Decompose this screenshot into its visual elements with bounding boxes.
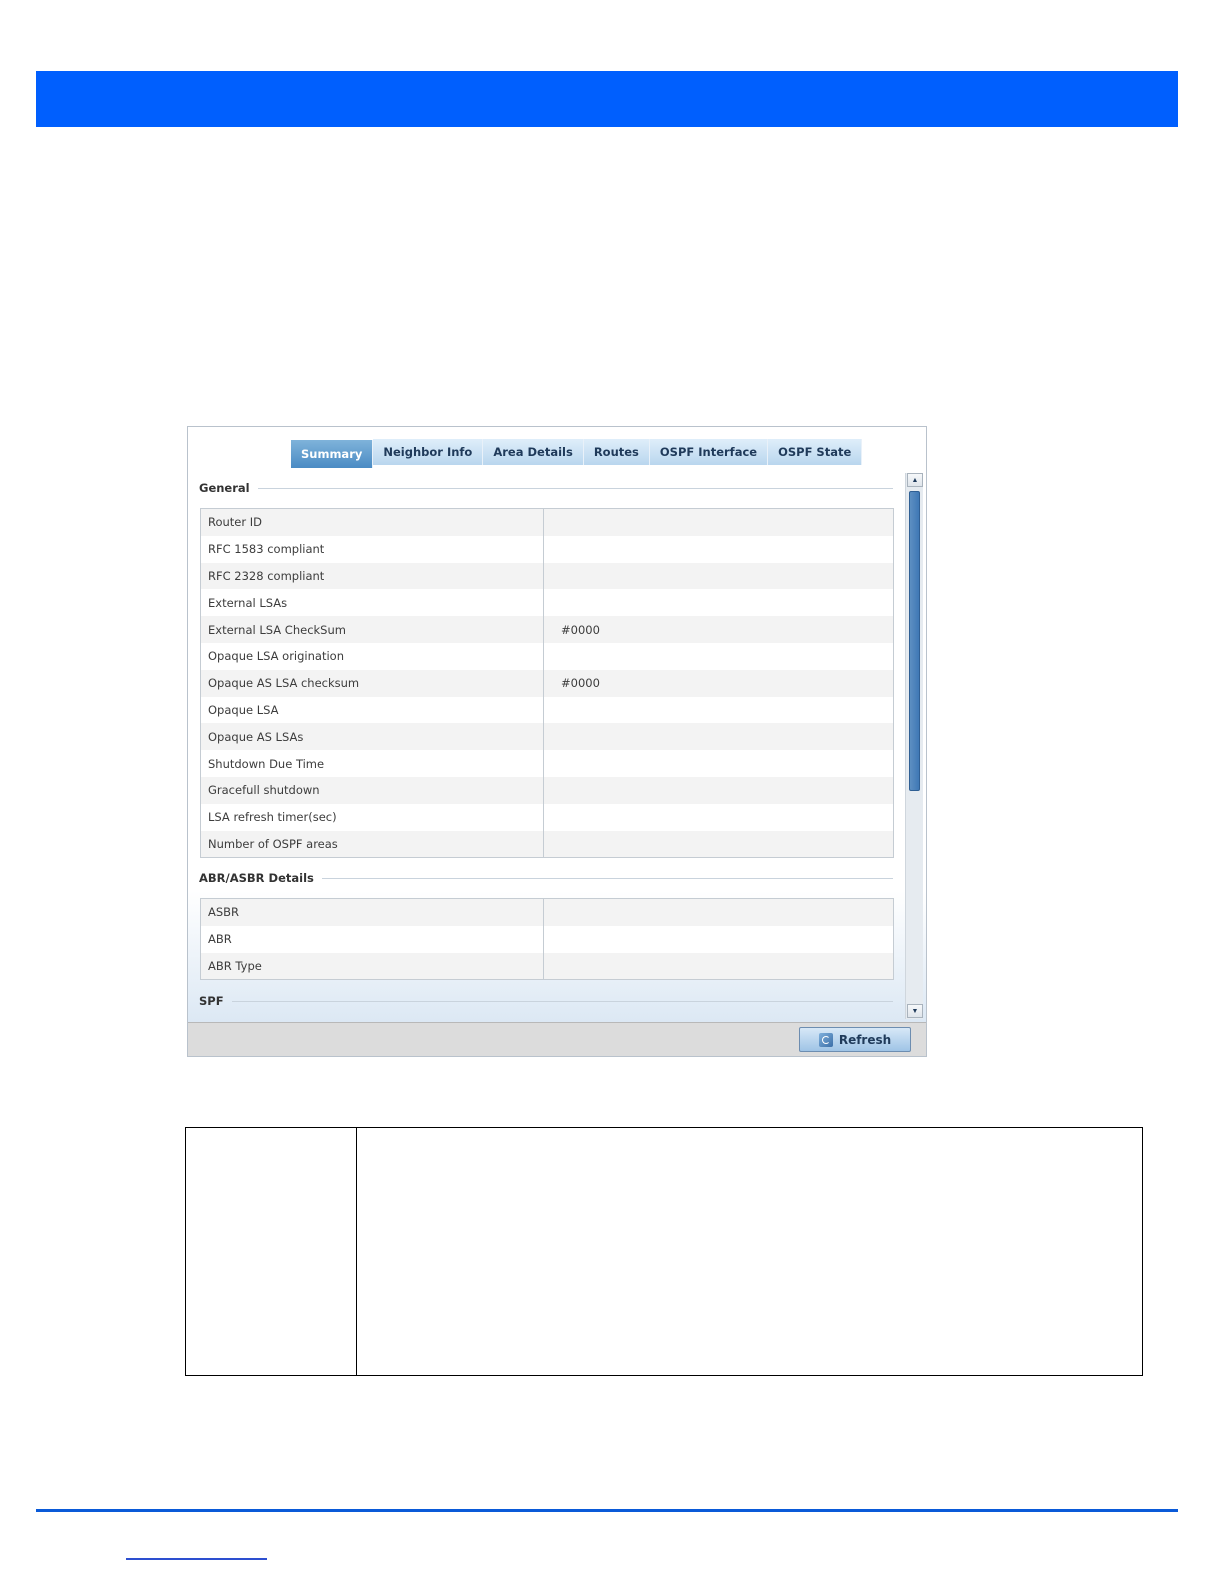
table-row: [201, 643, 893, 670]
row-value: [544, 804, 893, 831]
tab-routes[interactable]: Routes: [584, 439, 650, 465]
row-label: Opaque AS LSA checksum: [201, 670, 544, 697]
row-value: [544, 750, 893, 777]
description-table: [185, 1127, 1143, 1376]
tab-neighbor-info[interactable]: Neighbor Info: [373, 439, 483, 465]
table-row: [201, 899, 893, 926]
footer-bar: [188, 1022, 926, 1056]
scroll-up-icon[interactable]: ▲: [907, 473, 923, 487]
row-label: Router ID: [201, 509, 544, 536]
general-grid: [200, 508, 894, 858]
tab-ospf-state[interactable]: OSPF State: [768, 439, 862, 465]
table-row: [201, 723, 893, 750]
table-row: [201, 953, 893, 980]
row-value: [544, 589, 893, 616]
row-label: RFC 1583 compliant: [201, 536, 544, 563]
refresh-icon: [819, 1033, 833, 1047]
table-row: [201, 509, 893, 536]
table-row: [201, 563, 893, 590]
table-row: [201, 616, 893, 643]
row-value: [544, 536, 893, 563]
general-section-header: [199, 480, 893, 496]
table-row: [201, 750, 893, 777]
row-value: [544, 509, 893, 536]
tab-ospf-interface[interactable]: OSPF Interface: [650, 439, 768, 465]
spf-section-title: SPF: [199, 994, 224, 1008]
row-label: ABR Type: [201, 953, 544, 980]
row-label: Opaque LSA: [201, 697, 544, 724]
refresh-label: Refresh: [838, 1032, 892, 1047]
section-divider: [232, 1001, 893, 1002]
row-value: [544, 643, 893, 670]
tab-summary[interactable]: Summary: [291, 440, 373, 468]
table-row: [201, 536, 893, 563]
row-label: ASBR: [201, 899, 544, 926]
abr-asbr-grid: [200, 898, 894, 980]
description-table-left-cell: [186, 1128, 357, 1375]
row-label: LSA refresh timer(sec): [201, 804, 544, 831]
table-row: [201, 777, 893, 804]
row-label: External LSAs: [201, 589, 544, 616]
row-label: Shutdown Due Time: [201, 750, 544, 777]
row-label: Gracefull shutdown: [201, 777, 544, 804]
row-value: #0000: [561, 676, 600, 691]
scroll-thumb[interactable]: [909, 491, 920, 791]
table-row: [201, 670, 893, 697]
tab-area-details[interactable]: Area Details: [483, 439, 583, 465]
footer-rule: [36, 1509, 1178, 1512]
table-row: [201, 926, 893, 953]
row-value: [544, 926, 893, 953]
abr-asbr-section-title: ABR/ASBR Details: [199, 871, 314, 885]
spf-section-header: [199, 993, 893, 1009]
row-label: External LSA CheckSum: [201, 616, 544, 643]
row-value: [544, 563, 893, 590]
scroll-down-icon[interactable]: ▼: [907, 1004, 923, 1018]
table-row: [201, 804, 893, 831]
vertical-scrollbar[interactable]: [905, 473, 923, 1019]
row-value: [544, 831, 893, 858]
tab-bar: [291, 439, 862, 465]
table-row: [201, 831, 893, 858]
row-value: [544, 953, 893, 980]
row-label: Number of OSPF areas: [201, 831, 544, 858]
row-label: RFC 2328 compliant: [201, 563, 544, 590]
row-label: Opaque LSA origination: [201, 643, 544, 670]
table-row: [201, 589, 893, 616]
row-value: #0000: [561, 622, 600, 637]
row-label: Opaque AS LSAs: [201, 723, 544, 750]
general-section-title: General: [199, 481, 250, 495]
ospf-summary-window: [187, 426, 927, 1057]
row-value: [544, 899, 893, 926]
row-value: [544, 777, 893, 804]
abr-asbr-section-header: [199, 870, 893, 886]
row-value: [544, 697, 893, 724]
section-divider: [258, 488, 893, 489]
header-banner: [36, 71, 1178, 127]
footer-link-underline: [126, 1558, 267, 1560]
row-value: [544, 723, 893, 750]
section-divider: [322, 878, 893, 879]
row-label: ABR: [201, 926, 544, 953]
refresh-button[interactable]: [799, 1027, 911, 1052]
table-row: [201, 697, 893, 724]
description-table-right-cell: [357, 1128, 1142, 1375]
